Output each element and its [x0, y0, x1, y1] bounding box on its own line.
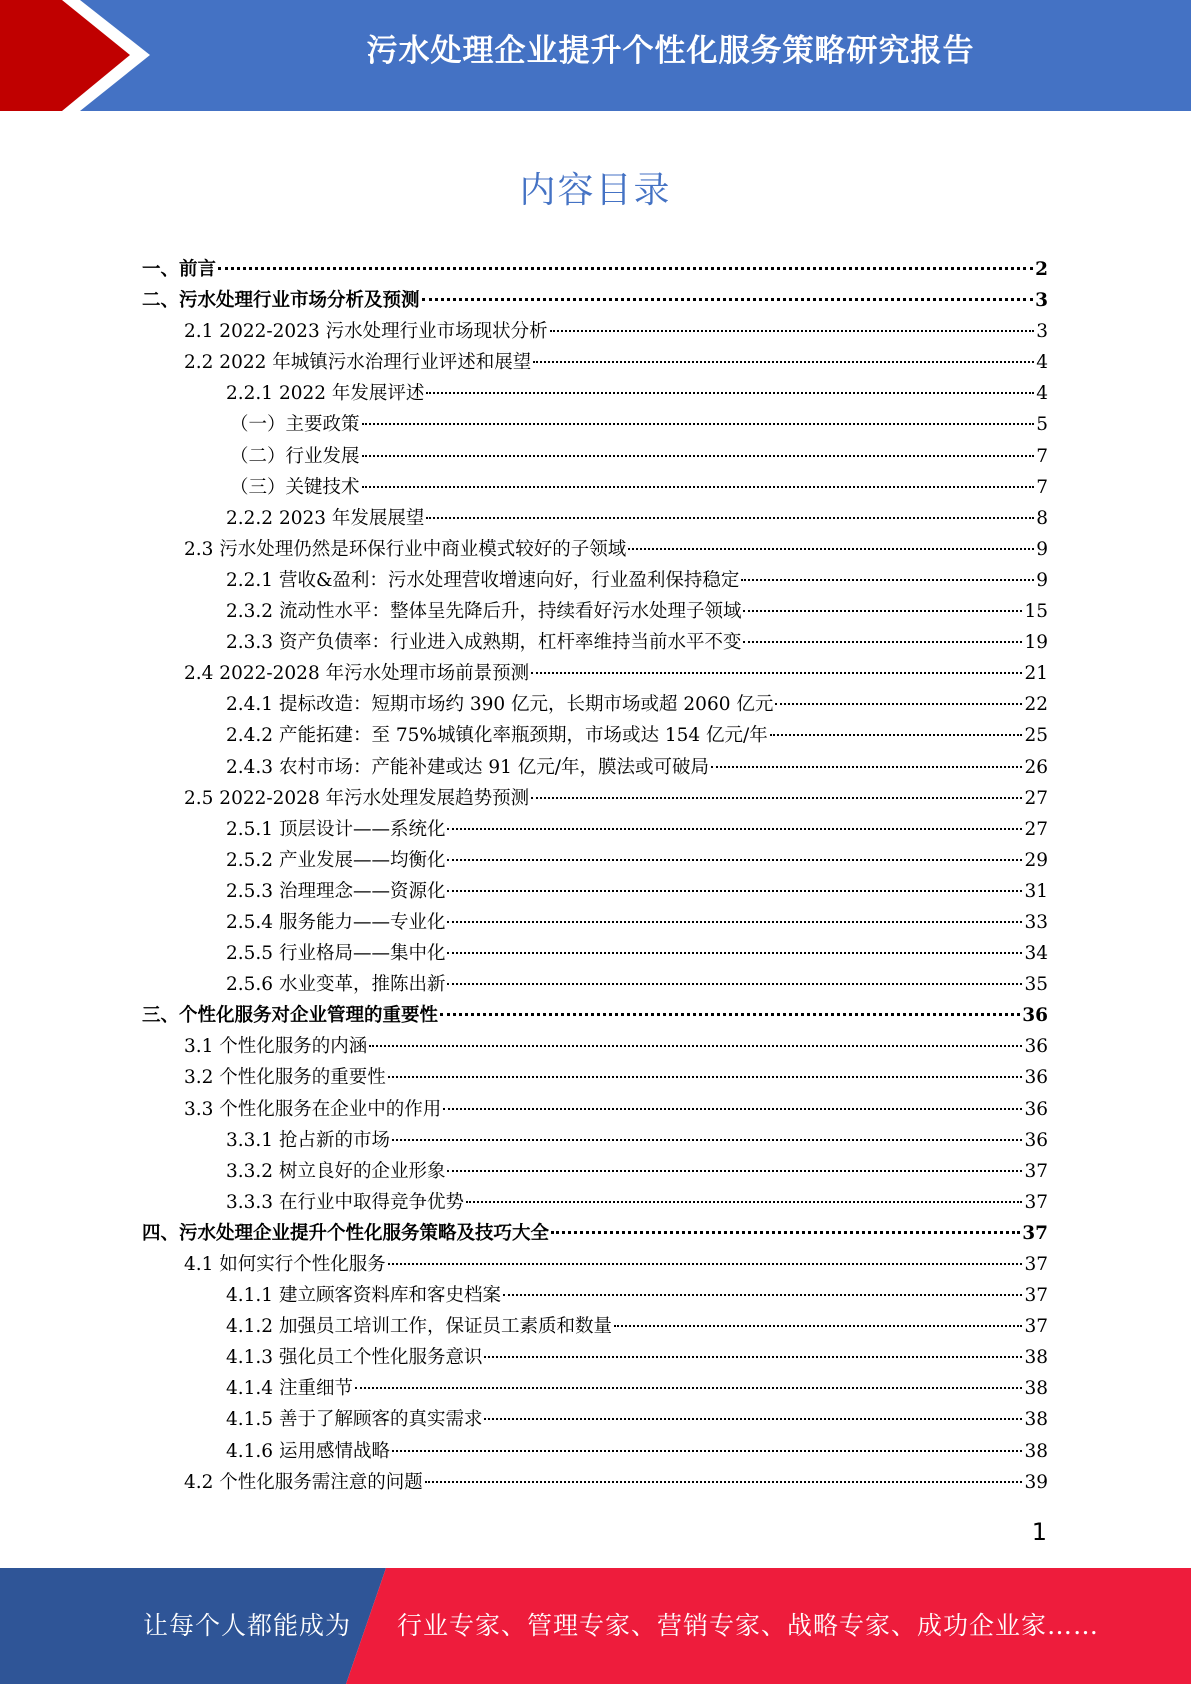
toc-dot-leader: [426, 392, 1034, 394]
toc-entry-page: 22: [1024, 694, 1048, 716]
toc-dot-leader: [443, 1108, 1022, 1110]
toc-entry[interactable]: [142, 938, 1048, 969]
toc-entry-page: 21: [1024, 663, 1048, 685]
toc-entry-label: 2.4 2022-2028 年污水处理市场前景预测: [184, 663, 530, 685]
toc-entry-label: 4.1.1 建立顾客资料库和客史档案: [226, 1285, 501, 1307]
toc-dot-leader: [770, 734, 1023, 736]
toc-dot-leader: [392, 1450, 1022, 1452]
toc-dot-leader: [551, 1231, 1020, 1234]
toc-entry-label: 2.5.4 服务能力——专业化: [226, 911, 446, 933]
toc-dot-leader: [628, 548, 1034, 550]
toc-entry-label: 4.1.5 善于了解顾客的真实需求: [226, 1409, 483, 1431]
toc-entry-page: 36: [1024, 1098, 1048, 1120]
toc-entry[interactable]: [142, 1404, 1048, 1435]
toc-entry-label: 2.5.3 治理理念——资源化: [226, 880, 446, 902]
toc-entry-label: 3.3.2 树立良好的企业形象: [226, 1160, 446, 1182]
toc-dot-leader: [388, 1263, 1023, 1265]
toc-entry-page: 4: [1036, 383, 1048, 405]
toc-entry-page: 3: [1036, 321, 1048, 343]
header-banner: [0, 0, 1191, 111]
toc-entry[interactable]: [142, 720, 1048, 751]
toc-entry[interactable]: [142, 441, 1048, 472]
toc-dot-leader: [422, 298, 1034, 301]
toc-entry-page: 38: [1024, 1347, 1048, 1369]
toc-entry-label: 4.2 个性化服务需注意的问题: [184, 1471, 423, 1493]
toc-dot-leader: [447, 1170, 1022, 1172]
toc-entry-label: 4.1.2 加强员工培训工作，保证员工素质和数量: [226, 1316, 612, 1338]
toc-dot-leader: [775, 703, 1022, 705]
toc-entry-label: 2.2.1 营收&盈利：污水处理营收增速向好，行业盈利保持稳定: [226, 569, 740, 591]
toc-dot-leader: [362, 455, 1035, 457]
toc-entry-page: 38: [1024, 1440, 1048, 1462]
toc-entry[interactable]: [142, 565, 1048, 596]
toc-entry-label: 2.5.6 水业变革，推陈出新: [226, 974, 446, 996]
toc-entry-label: 2.3.2 流动性水平：整体呈先降后升，持续看好污水处理子领域: [226, 601, 742, 623]
toc-dot-leader: [531, 797, 1022, 799]
toc-entry[interactable]: [142, 627, 1048, 658]
toc-entry[interactable]: [142, 1436, 1048, 1467]
toc-heading: 内容目录: [519, 170, 672, 211]
toc-entry-page: 31: [1024, 880, 1048, 902]
toc-entry[interactable]: [142, 1280, 1048, 1311]
toc-entry[interactable]: [142, 1125, 1048, 1156]
toc-entry[interactable]: [142, 1218, 1048, 1249]
page-number: 1: [1031, 1518, 1047, 1546]
toc-entry-label: 4.1 如何实行个性化服务: [184, 1254, 386, 1275]
toc-entry-page: 9: [1036, 569, 1048, 591]
toc-entry-page: 37: [1024, 1160, 1048, 1182]
toc-entry-page: 25: [1024, 725, 1048, 747]
report-title: 污水处理企业提升个性化服务策略研究报告: [366, 33, 975, 69]
toc-entry[interactable]: [142, 783, 1048, 814]
toc-dot-leader: [447, 859, 1022, 861]
toc-entry[interactable]: [142, 409, 1048, 440]
toc-entry[interactable]: [142, 1187, 1048, 1218]
toc-entry-page: 36: [1024, 1036, 1048, 1058]
toc-entry[interactable]: [142, 472, 1048, 503]
toc-entry-label: 2.5 2022-2028 年污水处理发展趋势预测: [184, 787, 530, 809]
toc-dot-leader: [426, 517, 1034, 519]
toc-dot-leader: [503, 1294, 1022, 1296]
toc-entry-page: 19: [1024, 632, 1048, 654]
toc-entry-page: 3: [1035, 290, 1048, 312]
toc-entry-page: 35: [1024, 974, 1048, 996]
toc-entry-page: 37: [1024, 1191, 1048, 1213]
toc-dot-leader: [743, 610, 1022, 612]
toc-dot-leader: [743, 641, 1022, 643]
toc-entry-page: 7: [1036, 476, 1048, 498]
toc-entry-label: 2.3 污水处理仍然是环保行业中商业模式较好的子领域: [184, 538, 627, 560]
toc-entry-label: 2.2 2022 年城镇污水治理行业评述和展望: [184, 352, 532, 374]
toc-entry-label: （三）关键技术: [230, 476, 360, 498]
toc-entry-label: 一、前言: [142, 259, 217, 280]
toc-entry[interactable]: [142, 1156, 1048, 1187]
toc-entry-page: 38: [1024, 1378, 1048, 1400]
toc-entry[interactable]: [142, 658, 1048, 689]
toc-entry-label: 2.4.1 提标改造：短期市场约 390 亿元，长期市场或超 2060 亿元: [226, 694, 774, 716]
toc-dot-leader: [440, 1013, 1020, 1016]
toc-entry-page: 27: [1024, 787, 1048, 809]
toc-entry[interactable]: [142, 596, 1048, 627]
toc-dot-leader: [533, 361, 1034, 363]
toc-dot-leader: [614, 1325, 1022, 1327]
toc-entry[interactable]: [142, 1373, 1048, 1404]
toc-entry-label: 3.3.3 在行业中取得竞争优势: [226, 1191, 464, 1213]
toc-entry-label: （一）主要政策: [230, 414, 360, 436]
toc-entry[interactable]: [142, 378, 1048, 409]
toc-entry[interactable]: [142, 1062, 1048, 1093]
toc-entry-label: 3.2 个性化服务的重要性: [184, 1067, 386, 1089]
toc-entry[interactable]: [142, 845, 1048, 876]
toc-entry-page: 37: [1024, 1254, 1048, 1275]
toc-dot-leader: [484, 1356, 1022, 1358]
toc-dot-leader: [447, 828, 1022, 830]
toc-entry-page: 33: [1024, 911, 1048, 933]
toc-entry[interactable]: [142, 347, 1048, 378]
toc-entry-page: 38: [1024, 1409, 1048, 1431]
toc-entry[interactable]: [142, 1249, 1048, 1280]
toc-entry[interactable]: [142, 876, 1048, 907]
toc-entry[interactable]: [142, 752, 1048, 783]
toc-entry[interactable]: [142, 969, 1048, 1000]
toc-entry[interactable]: [142, 1467, 1048, 1498]
toc-entry[interactable]: [142, 907, 1048, 938]
table-of-contents: [142, 254, 1048, 1498]
toc-entry-label: 3.3.1 抢占新的市场: [226, 1129, 390, 1151]
toc-entry-label: 二、污水处理行业市场分析及预测: [142, 290, 420, 312]
toc-entry-label: 2.4.3 农村市场：产能补建或达 91 亿元/年，膜法或可破局: [226, 756, 709, 778]
toc-entry-label: （二）行业发展: [230, 445, 360, 467]
toc-entry-label: 4.1.3 强化员工个性化服务意识: [226, 1347, 483, 1369]
toc-entry-label: 2.1 2022-2023 污水处理行业市场现状分析: [184, 321, 548, 343]
toc-entry-page: 36: [1024, 1067, 1048, 1089]
toc-dot-leader: [531, 672, 1022, 674]
footer-slogan-right: 行业专家、管理专家、营销专家、战略专家、成功企业家……: [397, 1611, 1100, 1640]
toc-entry-label: 2.3.3 资产负债率：行业进入成熟期，杠杆率维持当前水平不变: [226, 632, 742, 654]
toc-entry-page: 36: [1022, 1005, 1048, 1027]
toc-entry[interactable]: [142, 814, 1048, 845]
toc-dot-leader: [484, 1418, 1022, 1420]
toc-entry-page: 9: [1036, 538, 1048, 560]
toc-entry[interactable]: [142, 254, 1048, 285]
toc-entry-page: 27: [1024, 818, 1048, 840]
toc-entry-label: 2.2.2 2023 年发展展望: [226, 507, 425, 529]
toc-dot-leader: [355, 1387, 1023, 1389]
toc-entry-label: 3.3 个性化服务在企业中的作用: [184, 1098, 442, 1120]
toc-entry-label: 2.2.1 2022 年发展评述: [226, 383, 425, 405]
toc-entry-label: 4.1.6 运用感情战略: [226, 1440, 390, 1462]
toc-dot-leader: [447, 921, 1022, 923]
toc-entry[interactable]: [142, 1031, 1048, 1062]
toc-entry-page: 5: [1036, 414, 1048, 436]
toc-dot-leader: [388, 1076, 1023, 1078]
toc-entry-page: 36: [1024, 1129, 1048, 1151]
toc-entry[interactable]: [142, 689, 1048, 720]
toc-entry-label: 2.5.5 行业格局——集中化: [226, 943, 446, 965]
footer-slogan-left: 让每个人都能成为: [143, 1611, 352, 1640]
toc-entry-page: 29: [1024, 849, 1048, 871]
toc-entry[interactable]: [142, 1342, 1048, 1373]
toc-entry-page: 15: [1024, 601, 1048, 623]
toc-dot-leader: [447, 983, 1022, 985]
toc-entry[interactable]: [142, 316, 1048, 347]
toc-dot-leader: [741, 579, 1034, 581]
toc-entry-page: 37: [1022, 1222, 1048, 1244]
toc-dot-leader: [218, 267, 1033, 270]
toc-entry-page: 37: [1024, 1316, 1048, 1338]
toc-entry-label: 2.5.2 产业发展——均衡化: [226, 849, 446, 871]
toc-dot-leader: [711, 766, 1022, 768]
toc-dot-leader: [362, 486, 1035, 488]
toc-entry[interactable]: [142, 285, 1048, 316]
toc-entry[interactable]: [142, 1311, 1048, 1342]
toc-entry-label: 3.1 个性化服务的内涵: [184, 1036, 368, 1058]
toc-entry-label: 2.4.2 产能拓建：至 75%城镇化率瓶颈期，市场或达 154 亿元/年: [226, 725, 768, 747]
toc-dot-leader: [447, 952, 1022, 954]
toc-entry-page: 39: [1024, 1471, 1048, 1493]
toc-entry-page: 37: [1024, 1285, 1048, 1307]
toc-entry-label: 4.1.4 注重细节: [226, 1378, 353, 1400]
toc-dot-leader: [369, 1045, 1022, 1047]
toc-entry-page: 4: [1036, 352, 1048, 374]
toc-entry[interactable]: [142, 1000, 1048, 1031]
toc-entry-page: 2: [1035, 259, 1048, 280]
toc-entry-label: 2.5.1 顶层设计——系统化: [226, 818, 446, 840]
toc-entry-page: 34: [1024, 943, 1048, 965]
toc-entry-page: 7: [1036, 445, 1048, 467]
toc-entry-label: 三、个性化服务对企业管理的重要性: [142, 1005, 439, 1027]
toc-dot-leader: [362, 423, 1035, 425]
toc-dot-leader: [425, 1481, 1023, 1483]
toc-entry-label: 四、污水处理企业提升个性化服务策略及技巧大全: [142, 1222, 550, 1244]
toc-dot-leader: [392, 1139, 1022, 1141]
toc-entry[interactable]: [142, 1094, 1048, 1125]
toc-entry[interactable]: [142, 503, 1048, 534]
toc-dot-leader: [447, 890, 1022, 892]
toc-entry[interactable]: [142, 534, 1048, 565]
toc-entry-page: 26: [1024, 756, 1048, 778]
toc-dot-leader: [550, 330, 1035, 332]
toc-entry-page: 8: [1036, 507, 1048, 529]
footer-banner: [0, 1568, 1191, 1684]
toc-dot-leader: [466, 1201, 1022, 1203]
